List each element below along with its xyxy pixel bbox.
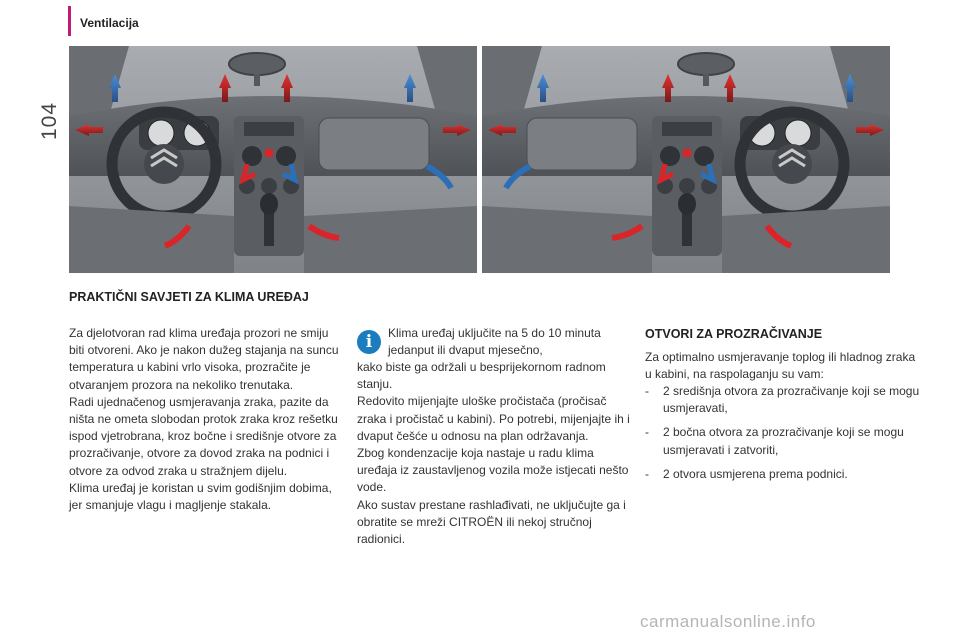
paragraph: Radi ujednačenog usmjeravanja zraka, pazite da ništa ne ometa slobodan protok zraka kroz rešetku ispod vjetrobrana, kroz bočne i središnje otvore za prozračivanje, otvore za dovod zraka na podnici i otvore za odvod zraka u stražnjem dijelu. [69, 394, 338, 478]
paragraph: Zbog kondenzacije koja nastaje u radu klima uređaja iz zaustavljenog vozila može istjecati nešto vode. [357, 446, 629, 495]
heading-vents: OTVORI ZA PROZRAČIVANJE [645, 327, 823, 341]
page-number: 104 [38, 101, 61, 140]
paragraph: Klima uređaj je koristan u svim godišnjim dobima, jer smanjuje vlagu i magljenje stakala. [69, 480, 332, 513]
info-first-line: Klima uređaj uključite na 5 do 10 minuta jedanput ili dvaput mjesečno, [388, 326, 601, 358]
paragraph: Za djelotvoran rad klima uređaja prozori ne smiju biti otvoreni. Ako je nakon dužeg stajanja na suncu temperatura u kabini vrlo visoka, prozračite je otvaranjem prozora na nekoliko trenutaka. [69, 326, 339, 392]
dashboard-rhd-drawing [482, 46, 890, 273]
bullet-dash: - [645, 384, 649, 398]
dashboard-lhd-drawing [69, 46, 477, 273]
section-accent-bar [68, 6, 71, 36]
vents-list [645, 383, 920, 490]
paragraph: Ako sustav prestane rashlađivati, ne uključujte ga i obratite se mreži CITROËN ili nekoj stručnoj radionici. [357, 497, 626, 547]
paragraph: kako biste ga održali u besprijekornom radnom stanju. [357, 360, 606, 392]
list-item-text: 2 otvora usmjerena prema podnici. [663, 466, 848, 481]
ac-tips-text [69, 325, 339, 514]
info-icon: i [357, 330, 381, 354]
watermark: carmanualsonline.info [640, 612, 816, 631]
list-item [645, 466, 920, 483]
paragraph: Redovito mijenjajte uloške pročistača (pročisač zraka i pročistač u kabini). Po potrebi, mijenjajte ih i dvaput češće u odnosu na plan održavanja. [357, 394, 630, 443]
heading-ac-tips: PRAKTIČNI SAVJETI ZA KLIMA UREĐAJ [69, 290, 309, 304]
list-item [645, 424, 920, 458]
page-number-container [12, 90, 61, 150]
dashboard-illustration-lhd [69, 46, 477, 273]
bullet-dash: - [645, 466, 649, 481]
list-item [645, 383, 920, 417]
bullet-dash: - [645, 425, 649, 440]
section-title: Ventilacija [80, 16, 139, 30]
dashboard-illustration-rhd [482, 46, 890, 273]
info-text [357, 359, 632, 548]
list-item-text: 2 bočna otvora za prozračivanje koji se mogu usmjeravati i zatvoriti, [663, 425, 904, 457]
list-item-text: 2 središnja otvora za prozračivanje koji se mogu usmjeravati, [663, 384, 920, 416]
vents-intro: Za optimalno usmjeravanje toplog ili hladnog zraka u kabini, na raspolaganju su vam: [645, 350, 916, 382]
